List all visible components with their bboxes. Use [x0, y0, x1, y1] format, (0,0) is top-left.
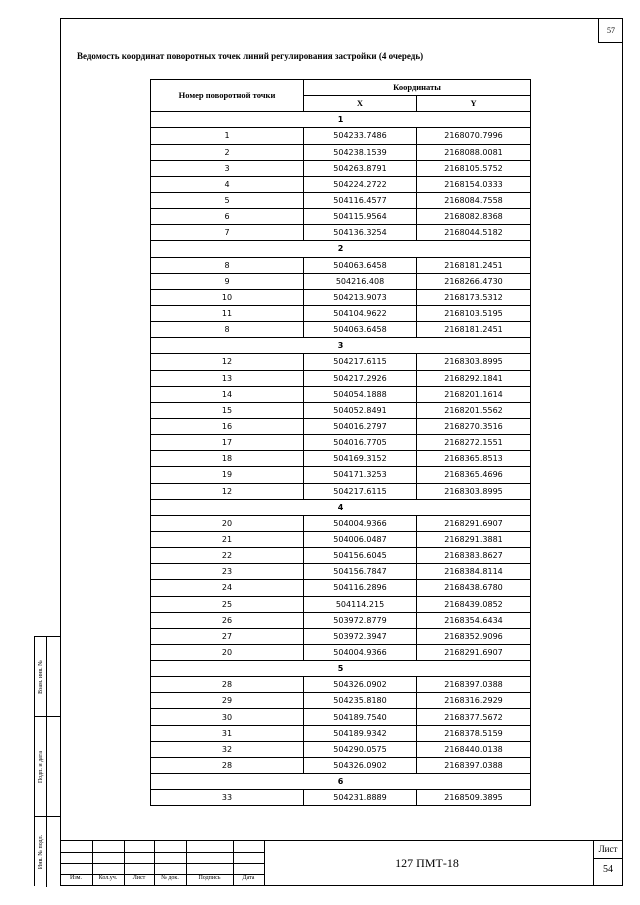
side-cell-inventory	[35, 817, 60, 887]
x-coordinate-cell: 504156.7847	[304, 564, 417, 580]
group-label: 4	[151, 499, 531, 515]
title-block-label-date: Дата	[242, 875, 255, 881]
title-block-label-sheet: Лист	[132, 875, 146, 881]
y-coordinate-cell: 2168397.0388	[417, 677, 531, 693]
group-label: 6	[151, 774, 531, 790]
y-coordinate-cell: 2168266.4730	[417, 273, 531, 289]
y-coordinate-cell: 2168383.8627	[417, 548, 531, 564]
header-coordinates: Координаты	[304, 80, 531, 96]
y-coordinate-cell: 2168292.1841	[417, 370, 531, 386]
table-row	[151, 741, 531, 757]
table-row	[151, 192, 531, 208]
point-number-cell: 23	[151, 564, 304, 580]
title-block-label-count: Кол.уч.	[98, 875, 118, 881]
x-coordinate-cell: 504326.0902	[304, 677, 417, 693]
table-row	[151, 386, 531, 402]
x-coordinate-cell: 504116.2896	[304, 580, 417, 596]
table-row	[151, 160, 531, 176]
group-row	[151, 774, 531, 790]
x-coordinate-cell: 504114.215	[304, 596, 417, 612]
y-coordinate-cell: 2168352.9096	[417, 628, 531, 644]
sheet-separator	[593, 858, 623, 859]
x-coordinate-cell: 504052.8491	[304, 402, 417, 418]
y-coordinate-cell: 2168439.0852	[417, 596, 531, 612]
x-coordinate-cell: 504238.1539	[304, 144, 417, 160]
point-number-cell: 28	[151, 677, 304, 693]
x-coordinate-cell: 504116.4577	[304, 192, 417, 208]
x-coordinate-cell: 504217.6115	[304, 354, 417, 370]
y-coordinate-cell: 2168088.0081	[417, 144, 531, 160]
point-number-cell: 8	[151, 322, 304, 338]
point-number-cell: 2	[151, 144, 304, 160]
table-row	[151, 322, 531, 338]
table-row	[151, 596, 531, 612]
point-number-cell: 8	[151, 257, 304, 273]
point-number-cell: 17	[151, 435, 304, 451]
x-coordinate-cell: 504136.3254	[304, 225, 417, 241]
title-block-label-signature: Подпись	[198, 875, 221, 881]
title-block-label-doc: № док.	[161, 875, 179, 881]
side-label-signature: Подп. и дата	[38, 750, 44, 784]
point-number-cell: 16	[151, 418, 304, 434]
x-coordinate-cell: 504016.7705	[304, 435, 417, 451]
side-cell-signature	[35, 717, 60, 817]
point-number-cell: 31	[151, 725, 304, 741]
y-coordinate-cell: 2168378.5159	[417, 725, 531, 741]
table-header-row	[151, 80, 531, 96]
title-block-rule	[60, 863, 264, 864]
table-row	[151, 451, 531, 467]
point-number-cell: 4	[151, 176, 304, 192]
x-coordinate-cell: 504063.6458	[304, 257, 417, 273]
table-row	[151, 612, 531, 628]
x-coordinate-cell: 504016.2797	[304, 418, 417, 434]
y-coordinate-cell: 2168440.0138	[417, 741, 531, 757]
point-number-cell: 3	[151, 160, 304, 176]
x-coordinate-cell: 504326.0902	[304, 757, 417, 773]
table-row	[151, 757, 531, 773]
point-number-cell: 22	[151, 548, 304, 564]
point-number-cell: 25	[151, 596, 304, 612]
point-number-cell: 26	[151, 612, 304, 628]
y-coordinate-cell: 2168397.0388	[417, 757, 531, 773]
x-coordinate-cell: 504004.9366	[304, 515, 417, 531]
group-label: 2	[151, 241, 531, 257]
y-coordinate-cell: 2168365.8513	[417, 451, 531, 467]
point-number-cell: 20	[151, 644, 304, 660]
y-coordinate-cell: 2168509.3895	[417, 790, 531, 806]
table-row	[151, 677, 531, 693]
point-number-cell: 32	[151, 741, 304, 757]
x-coordinate-cell: 504189.9342	[304, 725, 417, 741]
table-row	[151, 176, 531, 192]
table-row	[151, 548, 531, 564]
x-coordinate-cell: 504224.2722	[304, 176, 417, 192]
x-coordinate-cell: 504231.8889	[304, 790, 417, 806]
table-row	[151, 209, 531, 225]
y-coordinate-cell: 2168438.6780	[417, 580, 531, 596]
x-coordinate-cell: 504216.408	[304, 273, 417, 289]
table-row	[151, 354, 531, 370]
x-coordinate-cell: 504263.8791	[304, 160, 417, 176]
point-number-cell: 29	[151, 693, 304, 709]
group-label: 1	[151, 112, 531, 128]
table-row	[151, 144, 531, 160]
side-label-replacement: Взам. инв. №	[38, 660, 44, 694]
table-row	[151, 435, 531, 451]
y-coordinate-cell: 2168291.6907	[417, 515, 531, 531]
group-row	[151, 661, 531, 677]
x-coordinate-cell: 504217.6115	[304, 483, 417, 499]
y-coordinate-cell: 2168291.6907	[417, 644, 531, 660]
x-coordinate-cell: 504171.3253	[304, 467, 417, 483]
group-label: 3	[151, 338, 531, 354]
y-coordinate-cell: 2168272.1551	[417, 435, 531, 451]
point-number-cell: 5	[151, 192, 304, 208]
y-coordinate-cell: 2168384.8114	[417, 564, 531, 580]
x-coordinate-cell: 504213.9073	[304, 289, 417, 305]
y-coordinate-cell: 2168365.4696	[417, 467, 531, 483]
side-cell-replacement	[35, 637, 60, 717]
y-coordinate-cell: 2168070.7996	[417, 128, 531, 144]
point-number-cell: 20	[151, 515, 304, 531]
point-number-cell: 18	[151, 451, 304, 467]
y-coordinate-cell: 2168377.5672	[417, 709, 531, 725]
side-label-inventory: Инв. № подл.	[38, 834, 44, 870]
x-coordinate-cell: 503972.3947	[304, 628, 417, 644]
coordinates-table	[150, 79, 531, 806]
x-coordinate-cell: 504290.0575	[304, 741, 417, 757]
y-coordinate-cell: 2168044.5182	[417, 225, 531, 241]
table-row	[151, 273, 531, 289]
x-coordinate-cell: 504233.7486	[304, 128, 417, 144]
y-coordinate-cell: 2168103.5195	[417, 305, 531, 321]
y-coordinate-cell: 2168181.2451	[417, 257, 531, 273]
y-coordinate-cell: 2168181.2451	[417, 322, 531, 338]
y-coordinate-cell: 2168316.2929	[417, 693, 531, 709]
x-coordinate-cell: 504104.9622	[304, 305, 417, 321]
table-row	[151, 709, 531, 725]
table-row	[151, 483, 531, 499]
y-coordinate-cell: 2168303.8995	[417, 354, 531, 370]
table-row	[151, 370, 531, 386]
table-row	[151, 564, 531, 580]
table-row	[151, 693, 531, 709]
sheet-label: Лист	[598, 844, 618, 854]
x-coordinate-cell: 504063.6458	[304, 322, 417, 338]
point-number-cell: 33	[151, 790, 304, 806]
y-coordinate-cell: 2168084.7558	[417, 192, 531, 208]
table-row	[151, 515, 531, 531]
x-coordinate-cell: 504054.1888	[304, 386, 417, 402]
table-row	[151, 305, 531, 321]
table-row	[151, 257, 531, 273]
table-row	[151, 790, 531, 806]
table-row	[151, 418, 531, 434]
y-coordinate-cell: 2168082.8368	[417, 209, 531, 225]
document-code: 127 ПМТ-18	[395, 856, 459, 870]
table-row	[151, 580, 531, 596]
y-coordinate-cell: 2168291.3881	[417, 531, 531, 547]
x-coordinate-cell: 504006.0487	[304, 531, 417, 547]
point-number-cell: 1	[151, 128, 304, 144]
x-coordinate-cell: 503972.8779	[304, 612, 417, 628]
group-row	[151, 499, 531, 515]
point-number-cell: 12	[151, 483, 304, 499]
header-x: X	[304, 96, 417, 112]
point-number-cell: 12	[151, 354, 304, 370]
point-number-cell: 11	[151, 305, 304, 321]
y-coordinate-cell: 2168201.1614	[417, 386, 531, 402]
group-row	[151, 241, 531, 257]
point-number-cell: 24	[151, 580, 304, 596]
page-number: 57	[598, 18, 623, 43]
sheet-number: 54	[603, 864, 613, 875]
point-number-cell: 9	[151, 273, 304, 289]
point-number-cell: 14	[151, 386, 304, 402]
y-coordinate-cell: 2168154.0333	[417, 176, 531, 192]
table-row	[151, 128, 531, 144]
point-number-cell: 30	[151, 709, 304, 725]
x-coordinate-cell: 504235.8180	[304, 693, 417, 709]
table-row	[151, 644, 531, 660]
x-coordinate-cell: 504189.7540	[304, 709, 417, 725]
point-number-cell: 19	[151, 467, 304, 483]
table-row	[151, 628, 531, 644]
point-number-cell: 13	[151, 370, 304, 386]
point-number-cell: 10	[151, 289, 304, 305]
point-number-cell: 6	[151, 209, 304, 225]
group-label: 5	[151, 661, 531, 677]
table-row	[151, 289, 531, 305]
point-number-cell: 15	[151, 402, 304, 418]
side-strip	[34, 636, 60, 886]
title-block-label-change: Изм.	[70, 875, 82, 881]
x-coordinate-cell: 504217.2926	[304, 370, 417, 386]
y-coordinate-cell: 2168303.8995	[417, 483, 531, 499]
group-row	[151, 112, 531, 128]
table-row	[151, 725, 531, 741]
x-coordinate-cell: 504115.9564	[304, 209, 417, 225]
table-row	[151, 531, 531, 547]
x-coordinate-cell: 504004.9366	[304, 644, 417, 660]
y-coordinate-cell: 2168201.5562	[417, 402, 531, 418]
y-coordinate-cell: 2168173.5312	[417, 289, 531, 305]
point-number-cell: 7	[151, 225, 304, 241]
x-coordinate-cell: 504156.6045	[304, 548, 417, 564]
document-title: Ведомость координат поворотных точек линий регулирования застройки (4 очередь)	[77, 51, 424, 61]
y-coordinate-cell: 2168270.3516	[417, 418, 531, 434]
header-point-number: Номер поворотной точки	[151, 80, 304, 112]
x-coordinate-cell: 504169.3152	[304, 451, 417, 467]
point-number-cell: 21	[151, 531, 304, 547]
header-y: Y	[417, 96, 531, 112]
title-block-rule	[60, 852, 264, 853]
table-row	[151, 225, 531, 241]
table-row	[151, 467, 531, 483]
table-body	[151, 112, 531, 806]
table-row	[151, 402, 531, 418]
group-row	[151, 338, 531, 354]
y-coordinate-cell: 2168354.6434	[417, 612, 531, 628]
point-number-cell: 28	[151, 757, 304, 773]
point-number-cell: 27	[151, 628, 304, 644]
y-coordinate-cell: 2168105.5752	[417, 160, 531, 176]
